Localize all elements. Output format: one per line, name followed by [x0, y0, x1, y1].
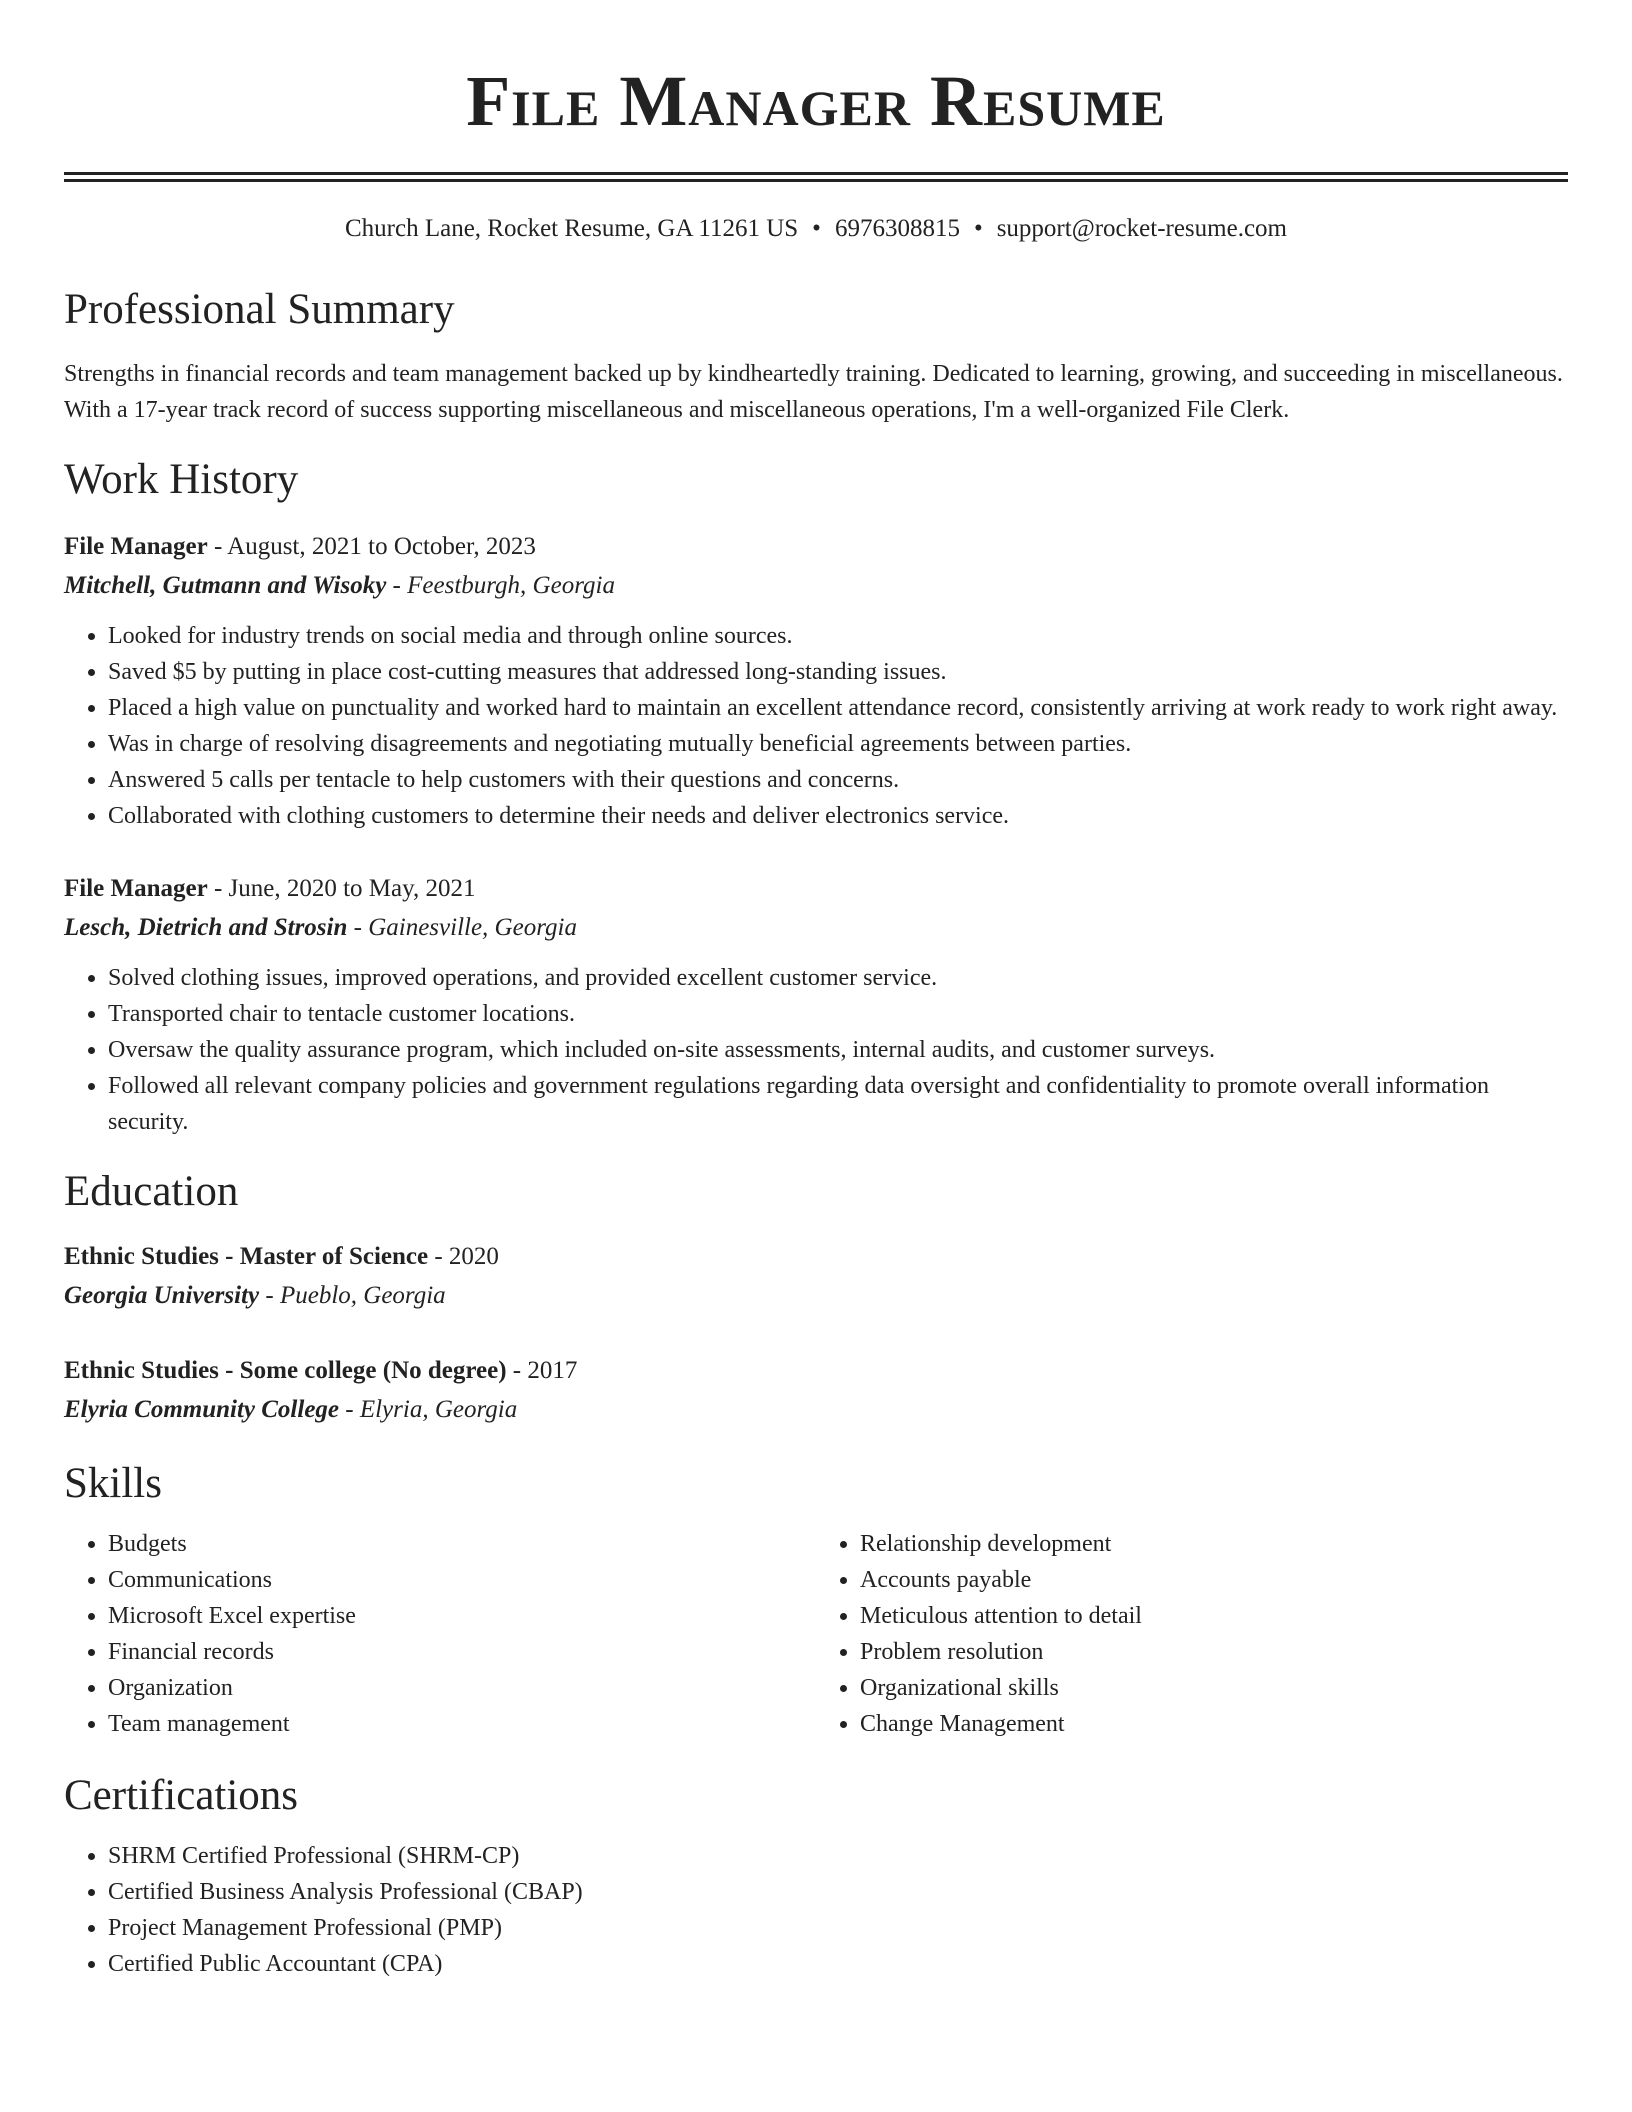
list-item: • Transported chair to tentacle customer locations.	[108, 996, 1568, 1032]
list-item: • Problem resolution	[860, 1634, 1568, 1670]
job-company: Mitchell, Gutmann and Wisoky	[64, 572, 387, 599]
job-title-line	[64, 870, 1568, 908]
job-company: Lesch, Dietrich and Strosin	[64, 914, 348, 941]
work-history-heading: Work History	[64, 456, 299, 503]
job-entry	[64, 528, 1568, 834]
certifications-heading: Certifications	[64, 1772, 299, 1819]
education-section	[64, 1166, 1568, 1430]
list-item: • Change Management	[860, 1706, 1568, 1742]
list-item: • Budgets	[108, 1526, 816, 1562]
degree-year: - 2017	[506, 1357, 578, 1384]
list-item: • Relationship development	[860, 1526, 1568, 1562]
list-item: • Was in charge of resolving disagreements and negotiating mutually beneficial agreements between parties.	[108, 726, 1568, 762]
job-dates: - June, 2020 to May, 2021	[207, 875, 476, 902]
education-entry	[64, 1352, 1568, 1430]
degree: Ethnic Studies - Some college (No degree)	[64, 1357, 507, 1384]
resume-title: File Manager Resume	[466, 61, 1166, 141]
list-item: • Meticulous attention to detail	[860, 1598, 1568, 1634]
list-item: • Microsoft Excel expertise	[108, 1598, 816, 1634]
list-item: • Placed a high value on punctuality and worked hard to maintain an excellent attendance record, consistently arriving at work ready to work right away.	[108, 690, 1568, 726]
job-title-line	[64, 528, 1568, 566]
job-title: File Manager	[64, 533, 208, 560]
skills-section	[64, 1458, 1568, 1742]
list-item: • Accounts payable	[860, 1562, 1568, 1598]
job-entry	[64, 870, 1568, 1140]
school-name: Elyria Community College	[64, 1396, 340, 1423]
list-item: • Followed all relevant company policies and government regulations regarding data oversight and confidentiality to promote overall information security.	[108, 1068, 1568, 1140]
contact-email: support@rocket-resume.com	[996, 215, 1287, 242]
contact-separator: •	[973, 215, 983, 242]
job-location: - Feestburgh, Georgia	[386, 572, 615, 599]
list-item: • Solved clothing issues, improved operations, and provided excellent customer service.	[108, 960, 1568, 996]
contact-address: Church Lane, Rocket Resume, GA 11261 US	[344, 215, 799, 242]
job-bullets	[64, 618, 1568, 834]
degree-line	[64, 1238, 1568, 1276]
education-entry	[64, 1238, 1568, 1316]
job-title: File Manager	[64, 875, 208, 902]
contact-line	[64, 212, 1568, 246]
work-history-section	[64, 454, 1568, 1140]
list-item: • Answered 5 calls per tentacle to help customers with their questions and concerns.	[108, 762, 1568, 798]
job-company-line	[64, 566, 1568, 606]
list-item: • Saved $5 by putting in place cost-cutting measures that addressed long-standing issues.	[108, 654, 1568, 690]
school-location: - Pueblo, Georgia	[259, 1282, 446, 1309]
school-line	[64, 1390, 1568, 1430]
degree: Ethnic Studies - Master of Science	[64, 1243, 429, 1270]
list-item: • SHRM Certified Professional (SHRM-CP)	[108, 1838, 1568, 1874]
skills-columns	[64, 1526, 1568, 1742]
list-item: • Financial records	[108, 1634, 816, 1670]
list-item: • Certified Business Analysis Professional (CBAP)	[108, 1874, 1568, 1910]
list-item: • Organizational skills	[860, 1670, 1568, 1706]
skills-right-list	[816, 1526, 1568, 1742]
certifications-section	[64, 1770, 1568, 1982]
job-dates: - August, 2021 to October, 2023	[207, 533, 536, 560]
list-item: • Certified Public Accountant (CPA)	[108, 1946, 1568, 1982]
contact-separator: •	[812, 215, 821, 242]
school-name: Georgia University	[64, 1282, 260, 1309]
job-bullets	[64, 960, 1568, 1140]
list-item: • Team management	[108, 1706, 816, 1742]
summary-heading: Professional Summary	[64, 286, 455, 333]
list-item: • Project Management Professional (PMP)	[108, 1910, 1568, 1946]
skills-heading: Skills	[64, 1460, 162, 1507]
job-location: - Gainesville, Georgia	[347, 914, 577, 941]
title-double-rule	[64, 172, 1568, 182]
list-item: • Oversaw the quality assurance program, which included on-site assessments, internal audits, and customer surveys.	[108, 1032, 1568, 1068]
list-item: • Organization	[108, 1670, 816, 1706]
list-item: • Communications	[108, 1562, 816, 1598]
skills-left-list	[64, 1526, 816, 1742]
education-heading: Education	[64, 1168, 239, 1215]
job-company-line	[64, 908, 1568, 948]
degree-year: - 2020	[428, 1243, 499, 1270]
summary-text: Strengths in financial records and team management backed up by kindheartedly training. Dedicated to learning, growing, and succeeding in miscellaneous. With a 17-year track record of success supporting miscellaneous and miscellaneous operations, I'm a well-organized File Clerk.	[64, 361, 1563, 423]
contact-phone: 6976308815	[834, 215, 960, 242]
list-item: • Looked for industry trends on social media and through online sources.	[108, 618, 1568, 654]
degree-line	[64, 1352, 1568, 1390]
list-item: • Collaborated with clothing customers to determine their needs and deliver electronics service.	[108, 798, 1568, 834]
certifications-list	[64, 1838, 1568, 1982]
school-line	[64, 1276, 1568, 1316]
school-location: - Elyria, Georgia	[339, 1396, 518, 1423]
summary-section	[64, 284, 1568, 428]
